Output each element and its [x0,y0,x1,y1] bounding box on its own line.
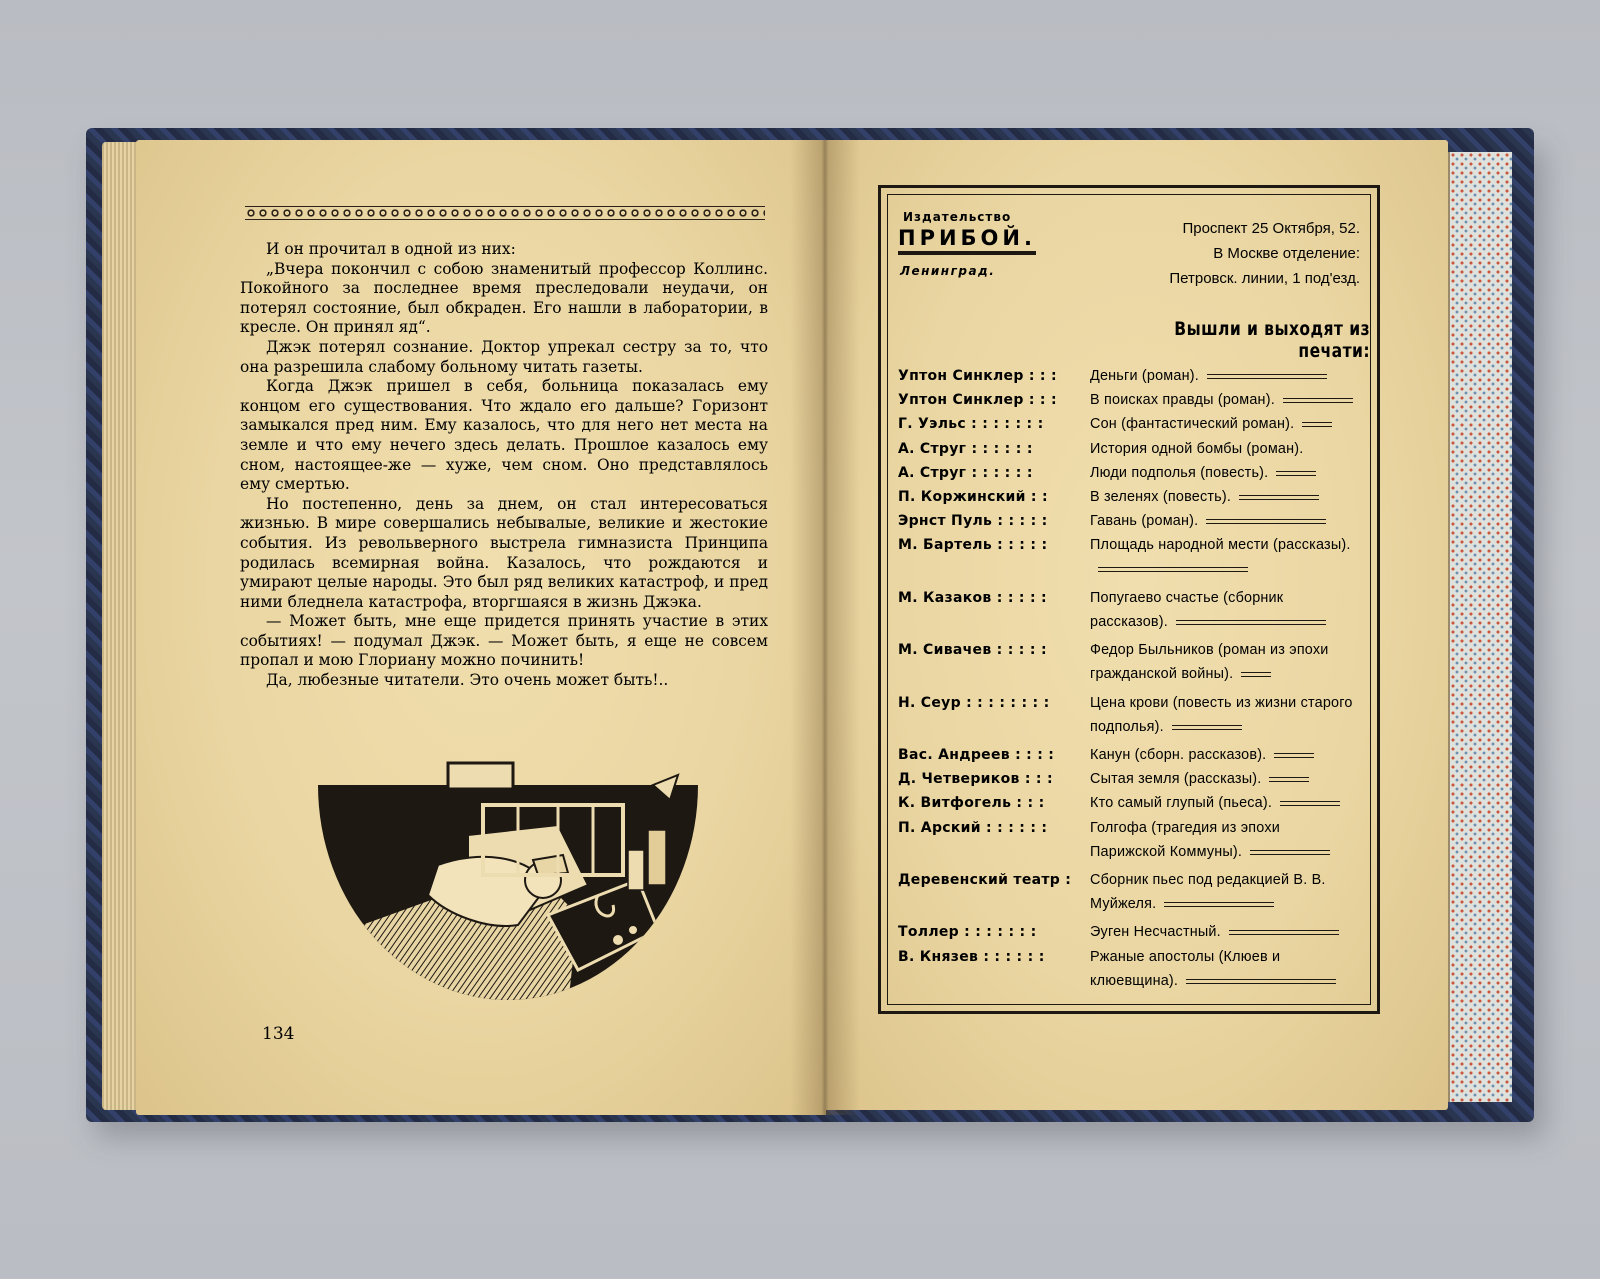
book-list [898,364,1358,993]
book-title: Ржаные апостолы (Клюев и клюевщина). [1090,945,1358,993]
book-title: История одной бомбы (роман). [1090,440,1304,457]
book-entry [898,461,1358,485]
book-author: К. Витфогель : : : [898,795,1045,812]
book-title: Сборник пьес под редакцией В. В. Муйжеля. [1090,872,1326,913]
story-text [240,240,768,691]
endpaper [1448,152,1512,1102]
book-gutter [790,140,860,1115]
book-title: Эуген Несчастный. [1090,920,1358,944]
book-author: Н. Сеур : : : : : : : : [898,694,1050,711]
story-paragraph: Да, любезные читатели. Это очень может быть!.. [266,671,669,690]
book-title: Цена крови (повесть из жизни старого подполья). [1090,694,1353,735]
publisher-address [1138,216,1360,291]
book-entry [898,586,1358,634]
book-entry [898,412,1358,436]
address-line: В Москве отделение: [1213,245,1360,262]
book-entry [898,920,1358,944]
book-entry [898,868,1358,916]
story-paragraph: Но постепенно, день за днем, он стал интересоваться жизнью. В мире совершались небывалые, великие и жестокие события. Из револьверного выстрела гимназиста Принципа родилась всемирная война. Казалось, что рождаются и умирают целые народы. Это был ряд великих катастроф, и пред ними бледнела катастрофа, вторгшаяся в жизнь Джэка. [240,494,768,611]
address-line: Проспект 25 Октября, 52. [1182,220,1360,237]
publisher-name: ПРИБОЙ. [898,226,1036,255]
story-paragraph: И он прочитал в одной из них: [266,240,516,258]
book-entry [898,509,1358,533]
book-author: Эрнст Пуль : : : : : [898,513,1048,530]
book-title: Попугаево счастье (сборник рассказов). [1090,586,1358,634]
publisher-city: Ленинград. [900,264,996,278]
book-author: Вас. Андреев : : : : [898,747,1055,764]
book-entry [898,791,1358,815]
book-entry [898,533,1358,581]
story-paragraph: Джэк потерял сознание. Доктор упрекал сестру за то, что она разрешила слабому больному читать газеты. [240,337,768,376]
book-author: Уптон Синклер : : : [898,392,1057,409]
book-author: В. Князев : : : : : : [898,948,1045,965]
book-title: В поисках правды (роман). [1090,388,1358,412]
page-number: 134 [262,1024,295,1044]
book-title: В зеленях (повесть). [1090,485,1358,509]
book-title: Сытая земля (рассказы). [1090,767,1358,791]
book-author: А. Струг : : : : : : [898,440,1033,457]
book-author: Уптон Синклер : : : [898,368,1057,384]
book-entry [898,743,1358,767]
book-title: Гавань (роман). [1090,509,1358,533]
book-title: Кто самый глупый (пьеса). [1090,791,1358,815]
book-entry [898,364,1358,388]
book-entry [898,388,1358,412]
book-entry [898,437,1358,461]
book-entry [898,767,1358,791]
book-entry [898,638,1358,686]
address-line: Петровск. линии, 1 под'езд. [1169,270,1360,287]
book-author: Деревенский театр : [898,872,1072,889]
book-title: Федор Быльников (роман из эпохи гражданской войны). [1090,642,1329,683]
book-entry [898,691,1358,739]
book-author: Толлер : : : : : : : [898,924,1037,941]
book-entry [898,485,1358,509]
catalog-heading: Вышли и выходят из печати: [1174,318,1370,362]
book-title: Площадь народной мести (рассказы). [1090,533,1358,581]
book-title: Люди подполья (повесть). [1090,461,1358,485]
book-entry [898,816,1358,864]
story-paragraph: Когда Джэк пришел в себя, больница показалась ему концом его существования. Что ждало его дальше? Горизонт замыкался пред ним. Ему казалось, что для него нет места на земле и что ему нечего здесь делать. Прошлое казалось ему сном, настоящее-же — хуже, чем сном. Оно представлялось ему смертью. [240,377,768,494]
book-author: М. Казаков : : : : : [898,589,1047,606]
book-author: П. Арский : : : : : : [898,819,1048,836]
book-author: М. Бартель : : : : : [898,537,1048,554]
book-title: Канун (сборн. рассказов). [1090,743,1358,767]
book-author: Г. Уэльс : : : : : : : [898,416,1044,433]
decorative-border-ornament [245,206,765,220]
hospital-bed-illustration [318,755,698,1005]
publisher-label: Издательство [903,210,1012,224]
book-author: А. Струг : : : : : : [898,464,1033,481]
book-author: М. Сивачев : : : : : [898,642,1047,659]
book-title: Деньги (роман). [1090,364,1358,388]
book-author: Д. Четвериков : : : [898,771,1053,788]
story-paragraph: „Вчера покончил с собою знаменитый профессор Коллинс. Покойного за последнее время преследовали неудачи, он потерял состояние, был обкраден. Его нашли в лаборатории, в кресле. Он принял яд“. [240,259,768,337]
story-paragraph: — Может быть, мне еще придется принять участие в этих событиях! — подумал Джэк. — Может быть, я еще не совсем пропал и мою Глориану можно починить! [240,612,768,670]
book-title: Сон (фантастический роман). [1090,412,1358,436]
book-author: П. Коржинский : : [898,489,1048,506]
book-title: Голгофа (трагедия из эпохи Парижской Коммуны). [1090,816,1358,864]
book-entry [898,945,1358,993]
